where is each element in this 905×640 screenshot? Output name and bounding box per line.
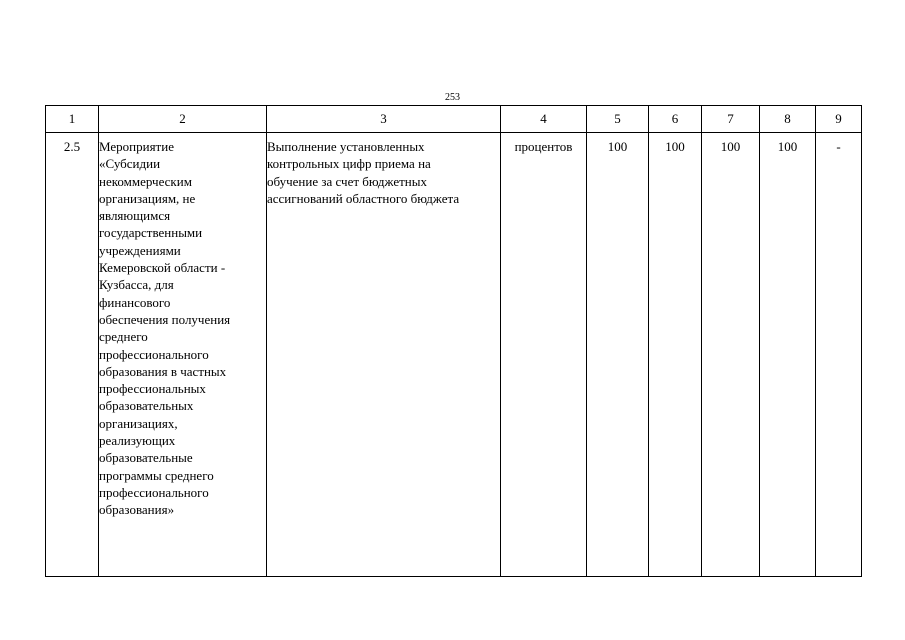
event-line: обеспечения получения: [99, 311, 231, 327]
event-line: образования в частных: [99, 363, 227, 379]
column-header-2: 2: [99, 106, 267, 133]
event-line: профессионального: [99, 346, 209, 362]
event-line: являющимся: [99, 208, 171, 224]
event-line: профессиональных: [99, 381, 206, 397]
row-number-cell: 2.5: [46, 133, 99, 577]
event-line: реализующих: [99, 433, 176, 449]
event-line: некоммерческим: [99, 173, 192, 189]
event-line: организациях,: [99, 415, 178, 431]
event-name-cell: [99, 133, 267, 577]
indicator-line: обучение за счет бюджетных: [267, 173, 427, 189]
value-cell-9: -: [816, 133, 862, 577]
event-line: Кемеровской области -: [99, 260, 226, 276]
column-header-8: 8: [760, 106, 816, 133]
event-line: профессионального: [99, 484, 209, 500]
column-header-5: 5: [587, 106, 649, 133]
column-header-1: 1: [46, 106, 99, 133]
value-cell-7: 100: [702, 133, 760, 577]
indicator-line: Выполнение установленных: [267, 139, 425, 154]
event-line: Мероприятие: [99, 139, 174, 154]
column-header-4: 4: [501, 106, 587, 133]
value-cell-8: 100: [760, 133, 816, 577]
value-cell-6: 100: [649, 133, 702, 577]
table-row: [46, 133, 862, 577]
column-header-6: 6: [649, 106, 702, 133]
event-line: государственными: [99, 225, 203, 241]
indicator-table: [45, 105, 862, 577]
event-line: финансового: [99, 294, 171, 310]
table-header-row: [46, 106, 862, 133]
event-line: организациям, не: [99, 190, 196, 206]
column-header-3: 3: [267, 106, 501, 133]
column-header-9: 9: [816, 106, 862, 133]
event-line: «Субсидии: [99, 156, 161, 172]
indicator-line: ассигнований областного бюджета: [267, 190, 460, 206]
unit-cell: процентов: [501, 133, 587, 577]
event-line: образовательные: [99, 450, 193, 466]
event-line: Кузбасса, для: [99, 277, 174, 293]
page-number: 253: [445, 92, 460, 103]
event-line: образования»: [99, 502, 175, 518]
column-header-7: 7: [702, 106, 760, 133]
value-cell-5: 100: [587, 133, 649, 577]
event-line: среднего: [99, 329, 148, 345]
event-line: образовательных: [99, 398, 194, 414]
event-line: учреждениями: [99, 242, 181, 258]
indicator-name-cell: [267, 133, 501, 577]
indicator-line: контрольных цифр приема на: [267, 156, 431, 172]
event-line: программы среднего: [99, 467, 214, 483]
